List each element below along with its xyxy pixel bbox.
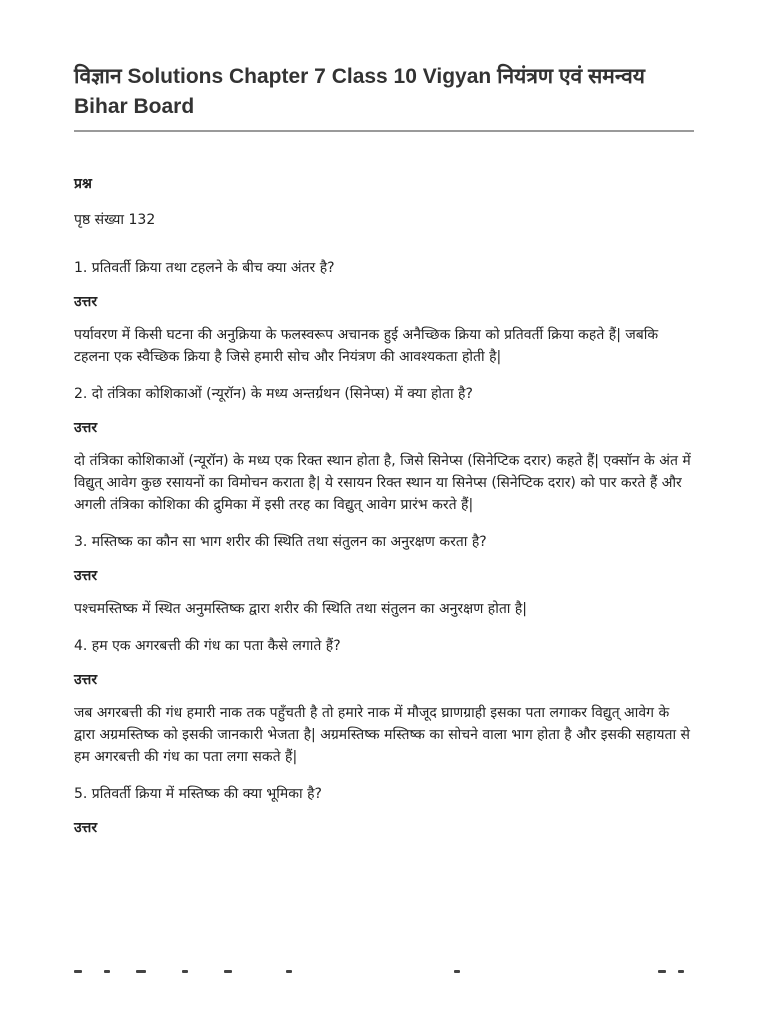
text-fragment	[286, 970, 292, 973]
page-number-text: पृष्ठ संख्या 132	[74, 212, 156, 228]
question-1: 1. प्रतिवर्ती क्रिया तथा टहलने के बीच क्या अंतर है?	[74, 260, 335, 276]
text-fragment	[104, 970, 110, 973]
question-3: 3. मस्तिष्क का कौन सा भाग शरीर की स्थिति तथा संतुलन का अनुरक्षण करता है?	[74, 534, 487, 550]
qa-item-3	[74, 532, 694, 620]
text-fragment	[454, 970, 460, 973]
answer-label-3: उत्तर	[74, 568, 98, 584]
qa-item-4	[74, 636, 694, 768]
cut-off-text-line	[74, 962, 694, 976]
answer-label-2: उत्तर	[74, 420, 98, 436]
page-title: विज्ञान Solutions Chapter 7 Class 10 Vigyan नियंत्रण एवं समन्वय Bihar Board	[74, 65, 645, 118]
text-fragment	[136, 970, 146, 973]
answer-4: जब अगरबत्ती की गंध हमारी नाक तक पहुँचती है तो हमारे नाक में मौजूद घ्राणग्राही इसका पता लगाकर विद्युत् आवेग के द्वारा अग्रमस्तिष्क को इसकी जानकारी भेजता है| अग्रमस्तिष्क मस्तिष्क का सोचने वाला भाग होता है और इसकी सहायता से हम अगरबत्ती की गंध का पता लगा सकते हैं|	[74, 705, 691, 765]
question-4: 4. हम एक अगरबत्ती की गंध का पता कैसे लगाते हैं?	[74, 638, 341, 654]
answer-3: पश्चमस्तिष्क में स्थित अनुमस्तिष्क द्वारा शरीर की स्थिति तथा संतुलन का अनुरक्षण होता है|	[74, 601, 528, 617]
question-2: 2. दो तंत्रिका कोशिकाओं (न्यूरॉन) के मध्य अन्तर्ग्रथन (सिनेप्स) में क्या होता है?	[74, 386, 473, 402]
answer-2: दो तंत्रिका कोशिकाओं (न्यूरॉन) के मध्य एक रिक्त स्थान होता है, जिसे सिनेप्स (सिनेप्टिक दरार) कहते हैं| एक्सॉन के अंत में विद्युत् आवेग कुछ रसायनों का विमोचन कराता है| ये रसायन रिक्त स्थान या सिनेप्स (सिनेप्टिक दरार) को पार करते हैं और अगली तंत्रिका कोशिका की द्रुमिका में इसी तरह का विद्युत् आवेग प्रारंभ करते हैं|	[74, 453, 691, 513]
qa-item-2	[74, 384, 694, 516]
text-fragment	[224, 970, 232, 973]
text-fragment	[678, 970, 684, 973]
answer-label-1: उत्तर	[74, 294, 98, 310]
answer-label-4: उत्तर	[74, 672, 98, 688]
question-5: 5. प्रतिवर्ती क्रिया में मस्तिष्क की क्या भूमिका है?	[74, 786, 322, 802]
title-divider	[74, 130, 694, 132]
document-page	[74, 62, 694, 838]
answer-label-5: उत्तर	[74, 820, 98, 836]
qa-item-1	[74, 258, 694, 368]
answer-1: पर्यावरण में किसी घटना की अनुक्रिया के फलस्वरूप अचानक हुई अनैच्छिक क्रिया को प्रतिवर्ती क्रिया कहते हैं| जबकि टहलना एक स्वैच्छिक क्रिया है जिसे हमारी सोच और नियंत्रण की आवश्यकता होती है|	[74, 327, 659, 365]
text-fragment	[74, 970, 82, 973]
text-fragment	[658, 970, 666, 973]
text-fragment	[182, 970, 188, 973]
section-label: प्रश्न	[74, 176, 92, 192]
qa-item-5	[74, 784, 694, 838]
